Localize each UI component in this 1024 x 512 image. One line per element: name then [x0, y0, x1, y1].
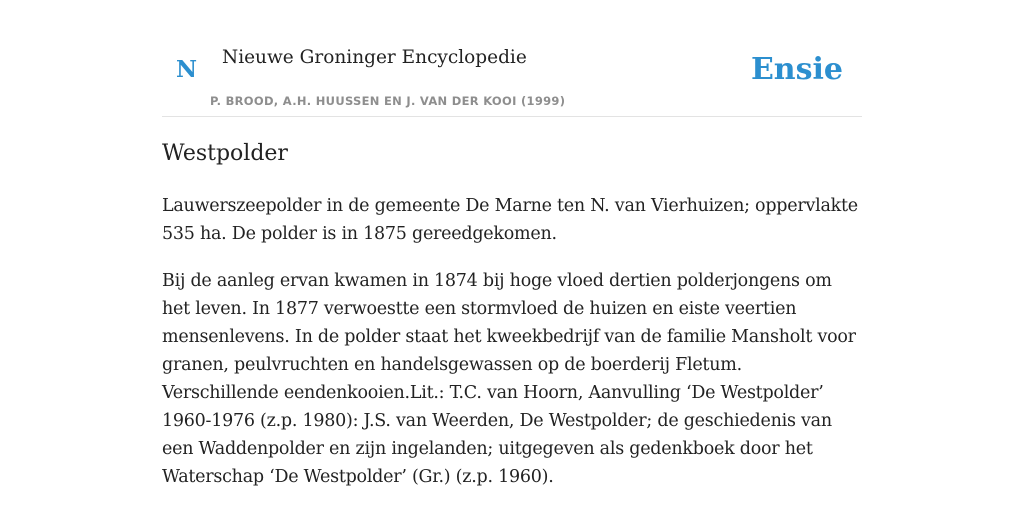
encyclopedia-logo-icon: N	[176, 56, 198, 83]
entry-title: Westpolder	[162, 141, 288, 166]
entry-paragraph: Lauwerszeepolder in de gemeente De Marne ten N. van Vierhuizen; oppervlakte 535 ha. De polder is in 1875 gereedgekomen.	[162, 196, 858, 244]
book-title-link[interactable]: Nieuwe Groninger Encyclopedie	[222, 47, 527, 68]
book-authors: P. BROOD, A.H. HUUSSEN EN J. VAN DER KOOI (1999)	[210, 94, 566, 108]
entry-paragraph: Bij de aanleg ervan kwamen in 1874 bij hoge vloed dertien polderjongens om het leven. In 1877 verwoestte een stormvloed de huizen en eiste veertien mensenlevens. In de polder staat het kweekbedrijf van de familie Mansholt voor granen, peulvruchten en handelsgewassen op de boerderij Fletum. Verschillende eendenkooien.Lit.: T.C. van Hoorn, Aanvulling ‘De Westpolder’ 1960-1976 (z.p. 1980): J.S. van Weerden, De Westpolder; de geschiedenis van een Waddenpolder en zijn ingelanden; uitgegeven als gedenkboek door het Waterschap ‘De Westpolder’ (Gr.) (z.p. 1960).	[162, 271, 856, 487]
source-header	[162, 0, 862, 117]
entry-content	[162, 138, 862, 491]
ensie-logo-link[interactable]: Ensie	[750, 52, 843, 87]
